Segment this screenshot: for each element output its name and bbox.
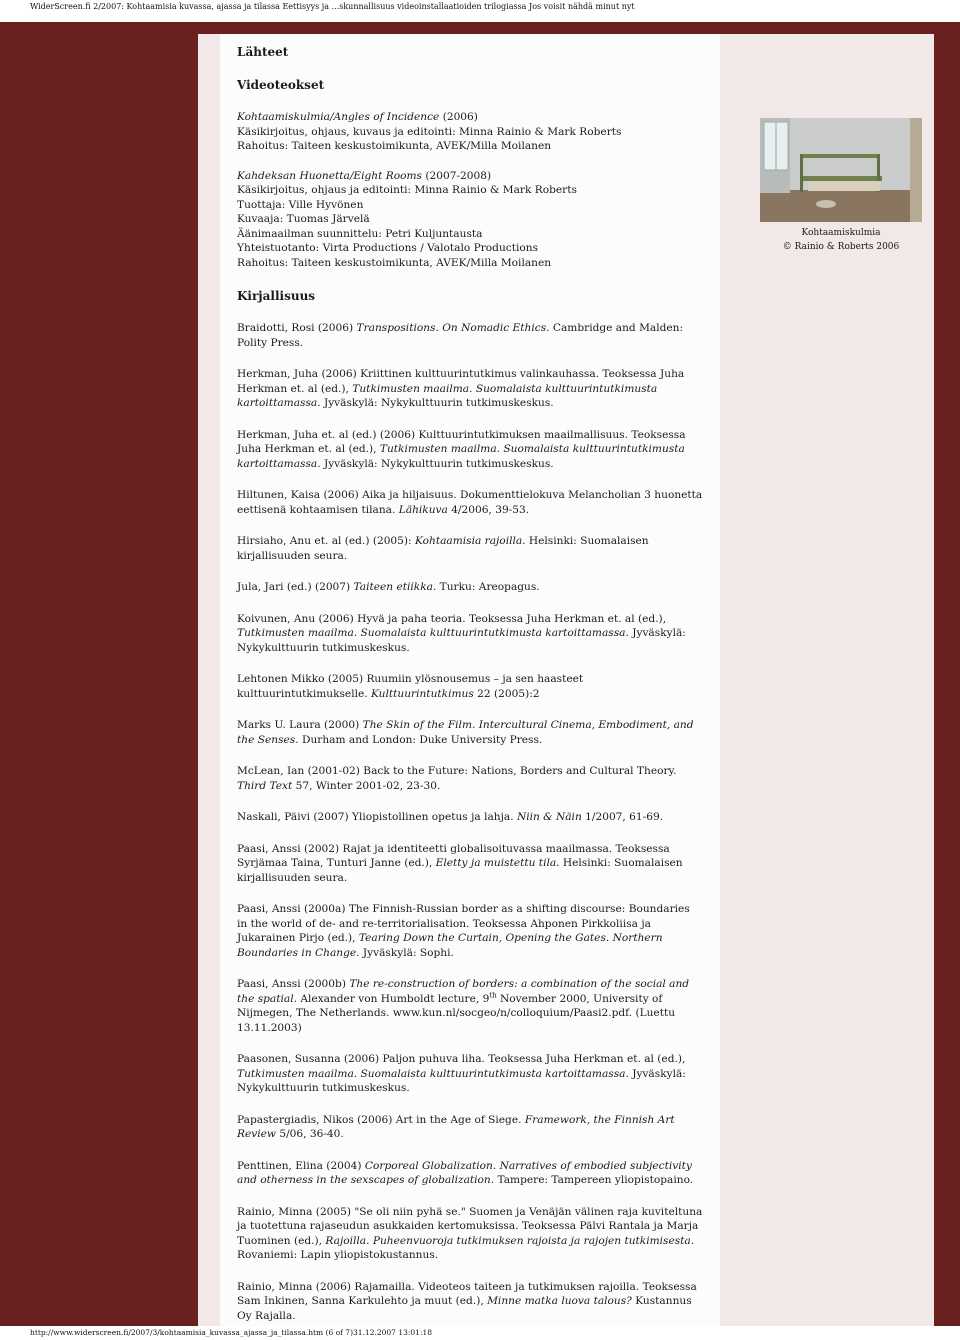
videos-heading: Videoteokset [237,78,325,92]
reference-list [237,1052,703,1323]
video-credit: Käsikirjoitus, ohjaus ja editointi: Minna Rainio & Mark Roberts [237,184,577,196]
video-credit: Äänimaailman suunnittelu: Petri Kuljuntausta [237,227,483,240]
reference-item: Koivunen, Anu (2006) Hyvä ja paha teoria. Teoksessa Juha Herkman et. al (ed.), Tutkimusten maailma. Suomalaista kulttuurintutkimusta kartoittamassa. Jyväskylä: Nykykulttuurin tutkimuskeskus. [237,612,686,654]
video-credit: Käsikirjoitus, ohjaus, kuvaus ja editointi: Minna Rainio & Mark Roberts [237,125,622,138]
reference-item: Rainio, Minna (2005) "Se oli niin pyhä se." Suomen ja Venäjän välinen raja kuviteltuna ja tuotettuna rajaseudun asukkaiden kertomuksissa. Teoksessa Pälvi Rantala ja Marja Tuominen (ed.), Rajoilla. Puheenvuoroja tutkimuksen rajoista ja rajojen tutkimisesta. Rovaniemi: Lapin yliopistokustannus. [237,1205,703,1261]
print-header: WiderScreen.fi 2/2007: Kohtaamisia kuvassa, ajassa ja tilassa Eettisyys ja ...skunnallisuus videoinstallaatioiden trilogiassa Jos voisit nähdä minut nyt [30,2,635,11]
page-frame [0,22,960,1326]
reference-item: Paasi, Anssi (2000a) The Finnish-Russian border as a shifting discourse: Boundaries in the world of de- and re-territorialisation. Teoksessa Ahponen Pirkkoliisa ja Jukarainen Pirjo (ed.), Tearing Down the Curtain, Opening the Gates. Northern Boundaries in Change. Jyväskylä: Sophi. [237,903,690,959]
reference-item: Penttinen, Elina (2004) Corporeal Globalization. Narratives of embodied subjectivity and otherness in the sexscapes of globalization. Tampere: Tampereen yliopistopaino. [237,1159,694,1186]
print-footer: http://www.widerscreen.fi/2007/3/kohtaamisia_kuvassa_ajassa_ja_tilassa.htm (6 of 7)31.12.2007 13:01:18 [30,1328,433,1337]
reference-item: Paasi, Anssi (2002) Rajat ja identiteetti globalisoituvassa maailmassa. Teoksessa Syrjämaa Taina, Tunturi Janne (ed.), Eletty ja muistettu tila. Helsinki: Suomalaisen kirjallisuuden seura. [237,842,683,884]
video-credit: Tuottaja: Ville Hyvönen [237,198,364,211]
sources-heading: Lähteet [237,45,289,59]
reference-item: Hiltunen, Kaisa (2006) Aika ja hiljaisuus. Dokumenttielokuva Melancholian 3 huonetta eettisenä kohtaamisen tilana. Lähikuva 4/2006, 39-53. [237,489,703,516]
video-credit: Rahoitus: Taiteen keskustoimikunta, AVEK/Milla Moilanen [237,140,552,152]
reference-item: Herkman, Juha et. al (ed.) (2006) Kulttuurintutkimuksen maailmallisuus. Teoksessa Juha Herkman et. al (ed.), Tutkimusten maailma. Suomalaista kulttuurintutkimusta kartoittamassa. Jyväskylä: Nykykulttuurin tutkimuskeskus. [237,428,686,470]
reference-item: Braidotti, Rosi (2006) Transpositions. On Nomadic Ethics. Cambridge and Malden: Polity Press. [237,322,684,349]
reference-item: Herkman, Juha (2006) Kriittinen kulttuurintutkimus valinkauhassa. Teoksessa Juha Herkman et. al (ed.), Tutkimusten maailma. Suomalaista kulttuurintutkimusta kartoittamassa. Jyväskylä: Nykykulttuurin tutkimuskeskus. [237,368,685,409]
sidebar-figure [760,118,922,254]
literature-heading: Kirjallisuus [237,289,316,303]
video-entry-1 [237,110,703,154]
reference-item: Marks U. Laura (2000) The Skin of the Film. Intercultural Cinema, Embodiment, and the Senses. Durham and London: Duke University Press. [237,719,694,746]
video-title: Kahdeksan Huonetta/Eight Rooms [237,169,422,182]
video-entry-2 [237,169,703,271]
reference-item: Paasi, Anssi (2000b) The re-construction of borders: a combination of the social and the spatial. Alexander von Humboldt lecture, 9th November 2000, University of Nijmegen, The Netherlands. www.kun.nl/socgeo/n/colloquium/Paasi2.pdf. (Luettu 13.11.2003) [237,978,690,1034]
reference-item: Papastergiadis, Nikos (2006) Art in the Age of Siege. Framework, the Finnish Art Review 5/06, 36-40. [237,1113,675,1140]
video-title: Kohtaamiskulmia/Angles of Incidence [237,111,440,123]
video-credit: Kuvaaja: Tuomas Järvelä [237,213,370,225]
reference-item: Lehtonen Mikko (2005) Ruumiin ylösnousemus – ja sen haasteet kulttuurintutkimukselle. Kulttuurintutkimus 22 (2005):2 [237,673,584,700]
reference-item: Paasonen, Susanna (2006) Paljon puhuva liha. Teoksessa Juha Herkman et. al (ed.), Tutkimusten maailma. Suomalaista kulttuurintutkimusta kartoittamassa. Jyväskylä: Nykykulttuurin tutkimuskeskus. [237,1053,686,1094]
article-body [237,44,703,1340]
reference-list [237,321,703,960]
reference-item: Naskali, Päivi (2007) Yliopistollinen opetus ja lahja. Niin & Näin 1/2007, 61-69. [237,811,664,823]
reference-item: Rainio, Minna (2006) Rajamailla. Videoteos taiteen ja tutkimuksen rajoilla. Teoksessa Sam Inkinen, Sanna Karkulehto ja muut (ed.), Minne matka luova talous? Kustannus Oy Rajalla. [237,1280,697,1322]
reference-item: McLean, Ian (2001-02) Back to the Future: Nations, Borders and Cultural Theory. Third Text 57, Winter 2001-02, 23-30. [237,765,677,792]
photo-caption-title: Kohtaamiskulmia [801,228,881,238]
reference-item: Jula, Jari (ed.) (2007) Taiteen etiikka. Turku: Areopagus. [237,581,540,593]
main-content [220,34,720,1326]
video-credit: Yhteistuotanto: Virta Productions / Valotalo Productions [237,242,539,254]
video-year: (2007-2008) [421,169,492,182]
reference-item: Hirsiaho, Anu et. al (ed.) (2005): Kohtaamisia rajoilla. Helsinki: Suomalaisen kirjallisuuden seura. [237,535,649,562]
room-photo [760,118,922,222]
video-credit: Rahoitus: Taiteen keskustoimikunta, AVEK/Milla Moilanen [237,256,552,269]
video-year: (2006) [439,111,478,123]
photo-caption-credit: © Rainio & Roberts 2006 [782,242,900,252]
